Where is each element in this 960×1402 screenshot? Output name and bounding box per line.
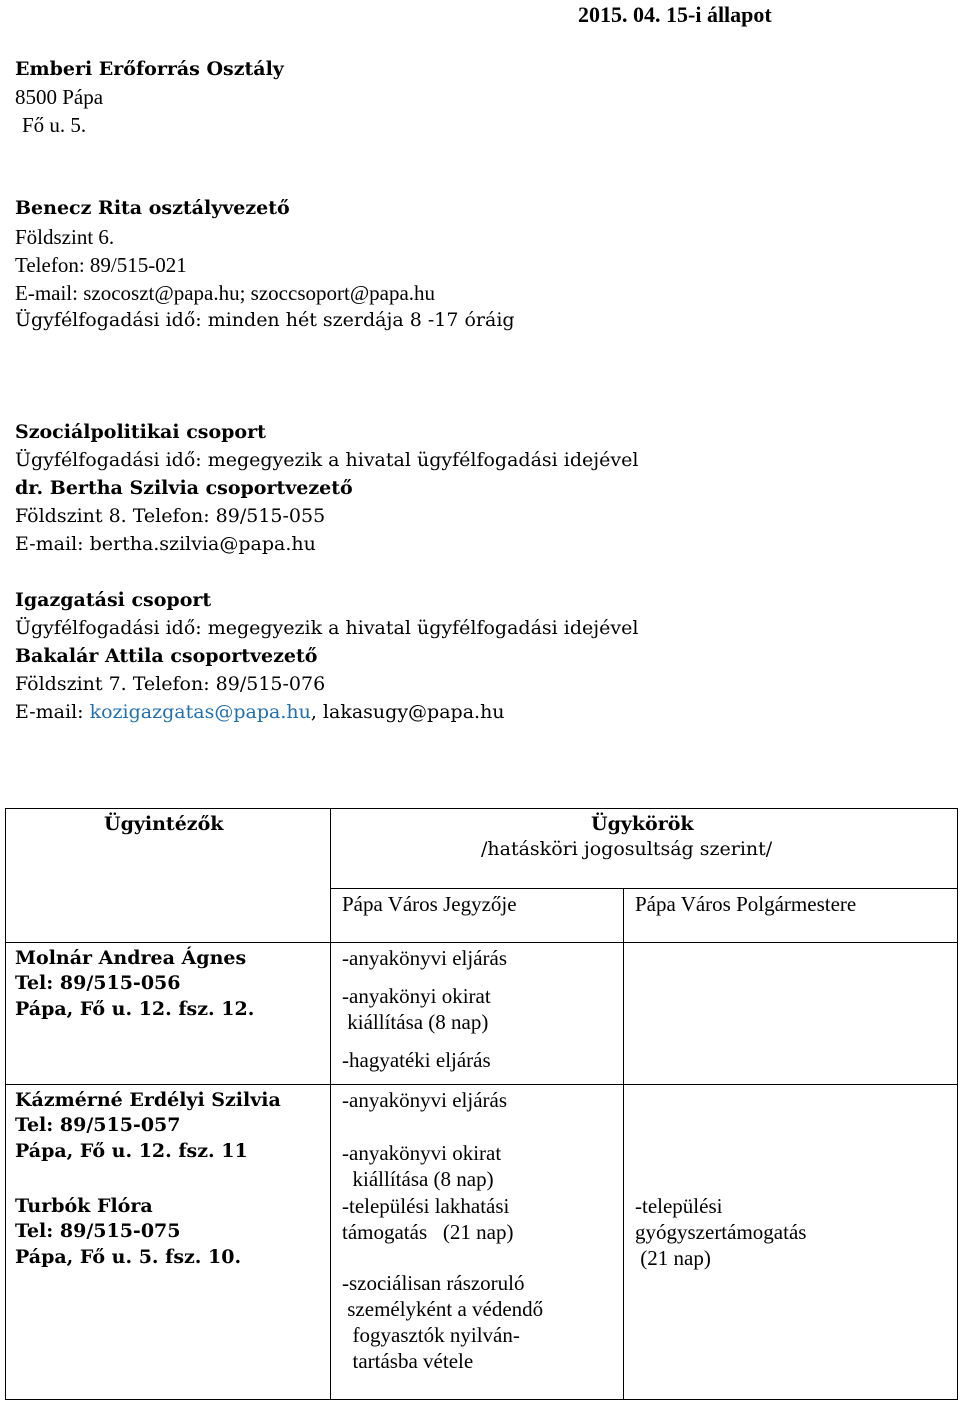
duty-item: -szociálisan rászoruló (342, 1271, 525, 1295)
table-col-divider-1 (330, 808, 331, 1400)
duty-item: -anyakönyvi eljárás (342, 1088, 508, 1112)
clerk-address: Pápa, Fő u. 5. fsz. 10. (15, 1246, 242, 1268)
admin-email-label: E-mail: (15, 701, 90, 723)
org-city: 8500 Pápa (15, 85, 104, 109)
state-date: 2015. 04. 15-i állapot (578, 2, 772, 27)
admin-group-email-line (15, 701, 505, 723)
table-header-clerks: Ügyintézők (104, 813, 224, 835)
duty-item: kiállítása (8 nap) (342, 1010, 489, 1034)
duty-item: személyként a védendő (342, 1297, 544, 1321)
org-street: Fő u. 5. (22, 113, 87, 137)
admin-group-title: Igazgatási csoport (15, 589, 212, 611)
mayor-duty-item: -települési (635, 1194, 723, 1218)
clerk-address: Pápa, Fő u. 12. fsz. 11 (15, 1140, 248, 1162)
clerk-name: Turbók Flóra (15, 1195, 153, 1217)
table-subheader-authority: /hatásköri jogosultság szerint/ (481, 838, 773, 860)
org-name: Emberi Erőforrás Osztály (15, 58, 284, 80)
social-group-room-phone: Földszint 8. Telefon: 89/515-055 (15, 505, 326, 527)
table-subheader-line (330, 888, 958, 889)
duty-item: -anyakönyvi okirat (342, 1141, 502, 1165)
table-header-duties: Ügykörök (591, 813, 694, 835)
mayor-duty-item: (21 nap) (635, 1246, 711, 1270)
clerk-address: Pápa, Fő u. 12. fsz. 12. (15, 998, 255, 1020)
admin-group-room-phone: Földszint 7. Telefon: 89/515-076 (15, 673, 326, 695)
admin-group-hours: Ügyfélfogadási idő: megegyezik a hivatal ügyfélfogadási idejével (15, 617, 639, 639)
clerk-name: Molnár Andrea Ágnes (15, 947, 247, 969)
clerk-phone: Tel: 89/515-075 (15, 1220, 181, 1242)
table-border-top (5, 808, 958, 809)
clerk-phone: Tel: 89/515-057 (15, 1114, 181, 1136)
duty-item: fogyasztók nyilván- (342, 1323, 520, 1347)
admin-email-link[interactable]: kozigazgatas@papa.hu (89, 701, 311, 723)
duty-item: kiállítása (8 nap) (342, 1167, 494, 1191)
head-phone: Telefon: 89/515-021 (15, 253, 187, 277)
duty-item: támogatás (21 nap) (342, 1220, 514, 1244)
social-group-leader: dr. Bertha Szilvia csoportvezető (15, 477, 353, 499)
mayor-duty-item: gyógyszertámogatás (635, 1220, 807, 1244)
table-border-bottom (5, 1399, 958, 1400)
table-border-right (957, 808, 958, 1400)
table-subheader-mayor: Pápa Város Polgármestere (635, 892, 857, 916)
social-group-email: E-mail: bertha.szilvia@papa.hu (15, 533, 316, 555)
clerk-name: Kázmérné Erdélyi Szilvia (15, 1089, 281, 1111)
table-row-divider (5, 1084, 958, 1085)
duty-item: -hagyatéki eljárás (342, 1048, 491, 1072)
table-col-divider-2 (623, 888, 624, 1400)
social-group-hours: Ügyfélfogadási idő: megegyezik a hivatal ügyfélfogadási idejével (15, 449, 639, 471)
duty-item: -anyakönyvi eljárás (342, 946, 508, 970)
head-name: Benecz Rita osztályvezető (15, 197, 290, 219)
clerk-phone: Tel: 89/515-056 (15, 972, 181, 994)
duty-item: -települési lakhatási (342, 1194, 510, 1218)
duty-item: tartásba vétele (342, 1349, 474, 1373)
head-hours: Ügyfélfogadási idő: minden hét szerdája 8 -17 óráig (15, 309, 515, 331)
head-room: Földszint 6. (15, 225, 115, 249)
social-group-title: Szociálpolitikai csoport (15, 421, 266, 443)
duty-item: -anyakönyi okirat (342, 984, 491, 1008)
table-subheader-notary: Pápa Város Jegyzője (342, 892, 517, 916)
head-email: E-mail: szocoszt@papa.hu; szoccsoport@papa.hu (15, 281, 436, 305)
admin-group-leader: Bakalár Attila csoportvezető (15, 645, 318, 667)
table-header-bottom (5, 942, 958, 943)
admin-email-rest: , lakasugy@papa.hu (310, 701, 505, 723)
table-border-left (5, 808, 6, 1400)
